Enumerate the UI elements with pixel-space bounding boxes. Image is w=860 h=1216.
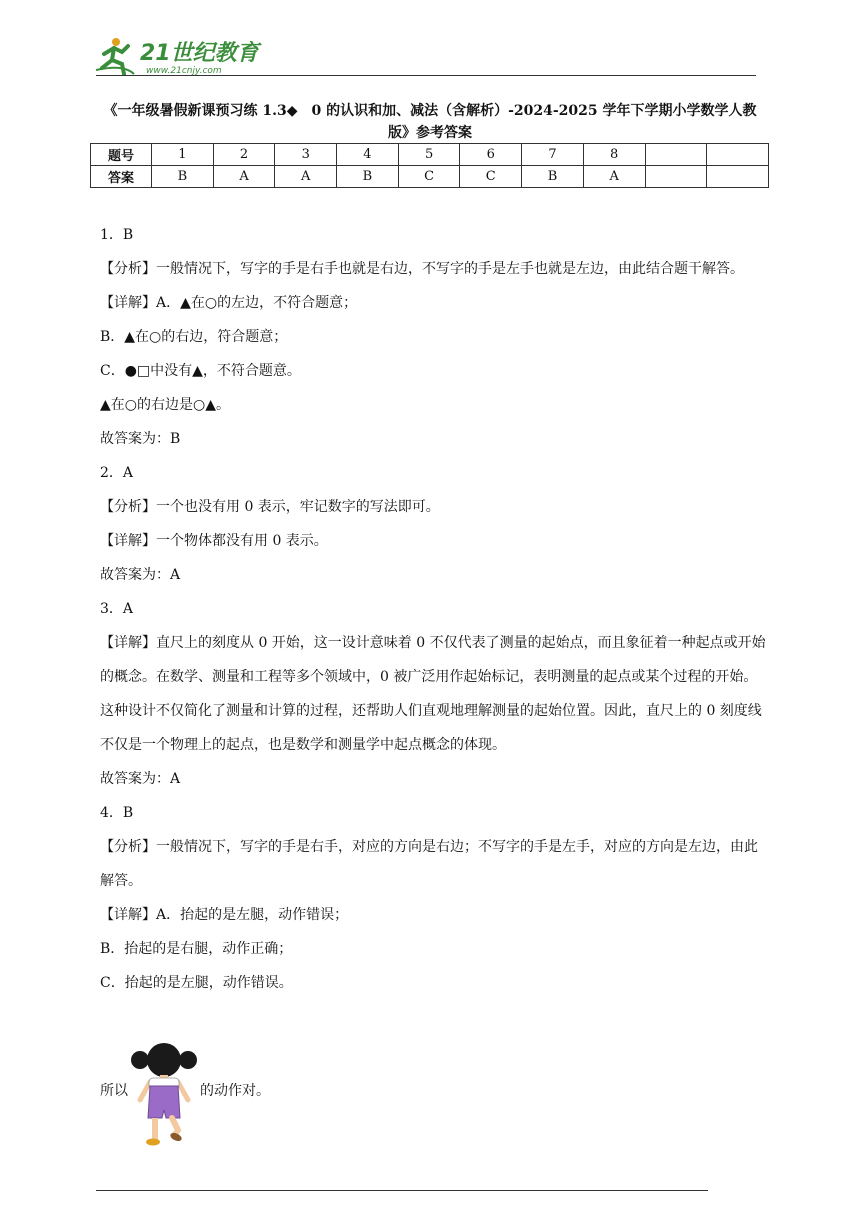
detail-paragraph: ▲在○的右边是○▲。 <box>100 397 230 413</box>
answer-line: 故答案为：A <box>100 771 181 787</box>
detail-paragraph: 【详解】A．▲在○的左边，不符合题意； <box>100 295 358 311</box>
number-cell: 4 <box>337 144 399 166</box>
document-title: 《一年级暑假新课预习练 1.3◆ 0 的认识和加、减法（含解析）-2024-2025 学年下学期小学数学人教版》参考答案 <box>103 103 757 141</box>
header-divider <box>96 75 756 76</box>
number-cell: 8 <box>583 144 645 166</box>
answer-line: 故答案为：A <box>100 567 181 583</box>
logo-url-text: www.21cnjy.com <box>146 66 222 76</box>
question-heading: 3．A <box>100 601 134 617</box>
answer-cell: B <box>522 166 584 188</box>
girl-raising-leg-illustration <box>130 1038 198 1148</box>
detail-paragraph: C．抬起的是左腿，动作错误。 <box>100 975 293 991</box>
answer-cell: B <box>337 166 399 188</box>
question-number-row <box>91 144 769 166</box>
footer-divider <box>96 1190 708 1191</box>
site-logo <box>94 34 264 78</box>
answer-cell <box>645 166 707 188</box>
answer-row <box>91 166 769 188</box>
question-heading: 2．A <box>100 465 134 481</box>
figure-conclusion-line <box>100 1038 700 1148</box>
logo-brand-text: 21世纪教育 <box>140 41 259 66</box>
row-header-answer: 答案 <box>91 166 152 188</box>
solutions-body <box>100 218 768 1000</box>
number-cell: 3 <box>275 144 337 166</box>
answer-cell: C <box>460 166 522 188</box>
detail-paragraph: C．●□中没有▲，不符合题意。 <box>100 363 301 379</box>
detail-paragraph: B．▲在○的右边，符合题意； <box>100 329 288 345</box>
running-figure-logo-icon <box>96 38 134 74</box>
answer-cell: B <box>152 166 214 188</box>
answer-cell: C <box>398 166 460 188</box>
answer-cell <box>707 166 769 188</box>
number-cell: 7 <box>522 144 584 166</box>
answer-cell: A <box>275 166 337 188</box>
answer-table <box>90 143 769 188</box>
number-cell: 2 <box>213 144 275 166</box>
analysis-paragraph: 【分析】一般情况下，写字的手是右手也就是右边，不写字的手是左手也就是左边，由此结合题干解答。 <box>100 261 744 277</box>
number-cell <box>707 144 769 166</box>
number-cell: 5 <box>398 144 460 166</box>
detail-paragraph: 【详解】一个物体都没有用 0 表示。 <box>100 533 328 549</box>
figure-text-after: 的动作对。 <box>200 1083 270 1099</box>
answer-cell: A <box>583 166 645 188</box>
detail-paragraph: 【详解】A．抬起的是左腿，动作错误； <box>100 907 349 923</box>
number-cell: 6 <box>460 144 522 166</box>
detail-paragraph: B．抬起的是右腿，动作正确； <box>100 941 293 957</box>
analysis-paragraph: 【分析】一般情况下，写字的手是右手，对应的方向是右边；不写字的手是左手，对应的方向是左边，由此解答。 <box>100 839 758 889</box>
analysis-paragraph: 【分析】一个也没有用 0 表示，牢记数字的写法即可。 <box>100 499 440 515</box>
figure-text-before: 所以 <box>100 1083 128 1099</box>
number-cell <box>645 144 707 166</box>
answer-line: 故答案为：B <box>100 431 181 447</box>
answer-cell: A <box>213 166 275 188</box>
detail-paragraph: 【详解】直尺上的刻度从 0 开始，这一设计意味着 0 不仅代表了测量的起始点，而且象征着一种起点或开始的概念。在数学、测量和工程等多个领域中，0 被广泛用作起始标记，表明测量的起点或某个过程的开始。这种设计不仅简化了测量和计算的过程，还帮助人们直观地理解测量的起始位置。因此，直尺上的 0 刻度线不仅是一个物理上的起点，也是数学和测量学中起点概念的体现。 <box>100 635 766 753</box>
question-heading: 4．B <box>100 805 134 821</box>
number-cell: 1 <box>152 144 214 166</box>
row-header-number: 题号 <box>91 144 152 166</box>
question-heading: 1．B <box>100 227 134 243</box>
